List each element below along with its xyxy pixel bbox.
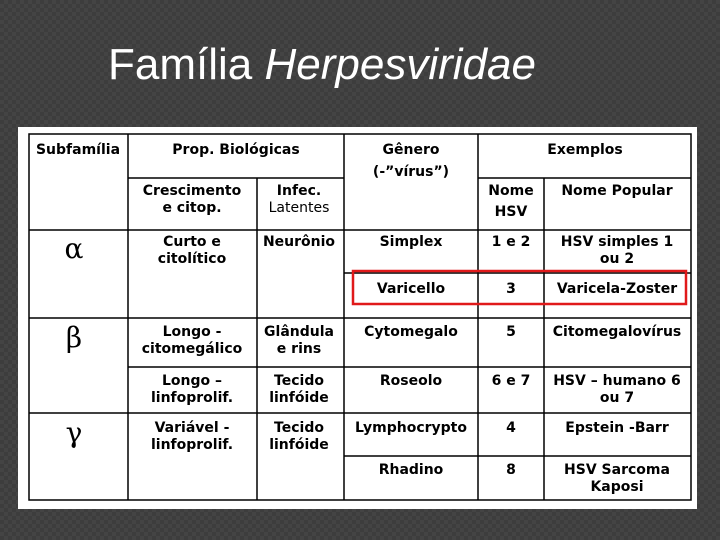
row-rhadino-nome: 8 bbox=[506, 462, 516, 478]
cell-line: Longo - bbox=[162, 324, 222, 340]
row-lymphocrypto-genero: Lymphocrypto bbox=[355, 420, 467, 436]
header-nome-line1: Nome bbox=[488, 183, 534, 199]
title-italic: Herpesviridae bbox=[264, 40, 536, 89]
row-rhadino-popular bbox=[564, 462, 670, 496]
header-infec-line1: Infec. bbox=[276, 183, 322, 199]
subfamily-gamma: γ bbox=[65, 416, 83, 449]
row-roseolo-infec bbox=[269, 373, 329, 407]
row-roseolo-nome: 6 e 7 bbox=[491, 373, 531, 389]
row-lymphocrypto-infec bbox=[269, 420, 329, 454]
row-cytomegalo-genero: Cytomegalo bbox=[364, 324, 458, 340]
header-subfamilia: Subfamília bbox=[35, 142, 121, 158]
row-lymphocrypto-nome: 4 bbox=[506, 420, 516, 436]
row-roseolo-genero: Roseolo bbox=[379, 373, 443, 389]
cell-line: Kaposi bbox=[590, 479, 644, 495]
cell-line: Variável - bbox=[154, 420, 230, 436]
row-roseolo-crescimento bbox=[151, 373, 233, 407]
cell-line: linfóide bbox=[269, 437, 329, 453]
cell-line: e rins bbox=[276, 341, 322, 357]
cell-line: HSV Sarcoma bbox=[564, 462, 670, 478]
header-genero-line1: Gênero bbox=[382, 142, 440, 158]
header-crescimento-line2: e citop. bbox=[162, 200, 222, 216]
row-lymphocrypto-crescimento bbox=[151, 420, 233, 454]
subfamily-beta: β bbox=[65, 321, 83, 354]
title-prefix: Família bbox=[108, 40, 265, 89]
header-nome-popular: Nome Popular bbox=[561, 183, 673, 199]
header-infec bbox=[269, 183, 330, 217]
header-exemplos: Exemplos bbox=[547, 142, 623, 158]
row-simplex-nome: 1 e 2 bbox=[491, 234, 531, 250]
cell-line: Longo – bbox=[161, 373, 223, 389]
cell-line: linfoprolif. bbox=[150, 390, 234, 406]
row-lymphocrypto-popular: Epstein -Barr bbox=[565, 420, 669, 436]
cell-line: Tecido bbox=[274, 420, 324, 436]
row-rhadino-genero: Rhadino bbox=[378, 462, 444, 478]
cell-line: Glândula bbox=[264, 324, 334, 340]
cell-line: Tecido bbox=[274, 373, 324, 389]
row-cytomegalo-infec bbox=[264, 324, 334, 358]
header-crescimento bbox=[143, 183, 241, 217]
cell-line: HSV – humano 6 bbox=[553, 373, 681, 389]
row-varicello-genero: Varicello bbox=[376, 281, 446, 297]
header-infec-line2: Latentes bbox=[268, 200, 330, 216]
header-nome-line2: HSV bbox=[494, 204, 528, 220]
row-cytomegalo-crescimento bbox=[142, 324, 242, 358]
cell-line: linfóide bbox=[269, 390, 329, 406]
row-simplex-genero: Simplex bbox=[379, 234, 443, 250]
header-genero bbox=[373, 142, 449, 181]
row-simplex-crescimento bbox=[158, 234, 226, 268]
row-simplex-infec: Neurônio bbox=[262, 234, 336, 250]
cell-line: Curto e bbox=[163, 234, 221, 250]
header-nome bbox=[488, 183, 533, 221]
cell-line: linfoprolif. bbox=[150, 437, 234, 453]
header-prop-biologicas: Prop. Biológicas bbox=[172, 142, 300, 158]
row-varicello-popular: Varicela-Zoster bbox=[556, 281, 678, 297]
cell-line: citomegálico bbox=[141, 341, 243, 357]
cell-line: ou 2 bbox=[599, 251, 635, 267]
row-cytomegalo-popular: Citomegalovírus bbox=[552, 324, 682, 340]
cell-line: ou 7 bbox=[599, 390, 635, 406]
cell-line: citolítico bbox=[157, 251, 227, 267]
row-roseolo-popular bbox=[553, 373, 681, 407]
header-crescimento-line1: Crescimento bbox=[142, 183, 242, 199]
row-simplex-popular bbox=[561, 234, 674, 268]
subfamily-alpha: α bbox=[64, 232, 84, 265]
cell-line: HSV simples 1 bbox=[560, 234, 674, 250]
row-varicello-nome: 3 bbox=[506, 281, 516, 297]
row-cytomegalo-nome: 5 bbox=[506, 324, 516, 340]
header-genero-line2: (-”vírus”) bbox=[372, 164, 450, 180]
